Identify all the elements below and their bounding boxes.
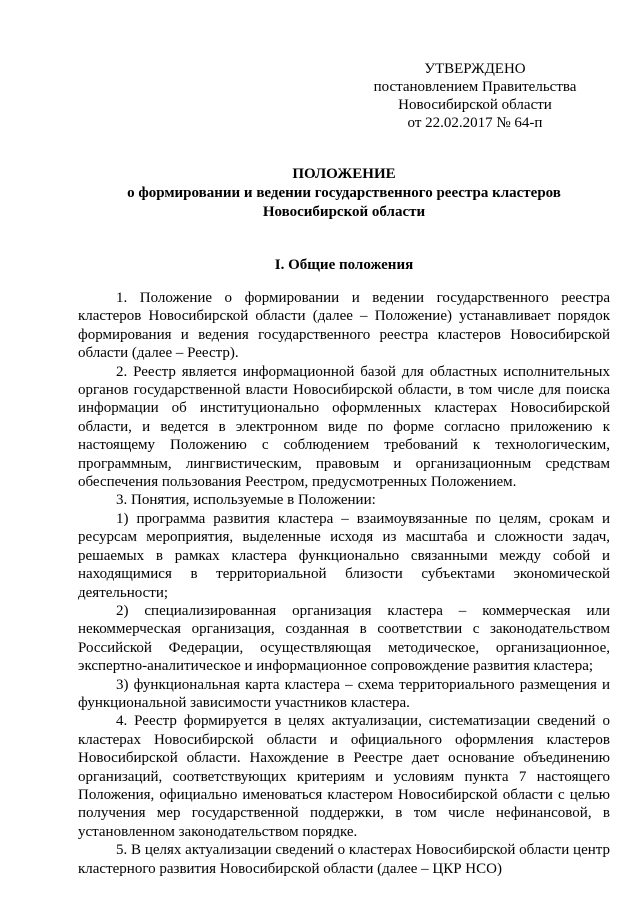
paragraph-1: 1. Положение о формировании и ведении государственного реестра кластеров Новосибирской области (далее – Положение) устанавливает порядок формирования и ведения государственного реестра кластеров Новосибирской области (далее – Реестр).: [78, 290, 610, 362]
paragraph-5: 5. В целях актуализации сведений о кластерах Новосибирской области центр кластерного развития Новосибирской области (далее – ЦКР НСО): [78, 842, 610, 877]
title-line-3: Новосибирской области: [262, 204, 426, 220]
paragraph-3-1: 1) программа развития кластера – взаимоувязанные по целям, срокам и ресурсам мероприятия, выделенные исходя из масштаба и сложности задач, решаемых в рамках кластера функционально связанными между собой и находящимися в территориальной близости субъектами экономической деятельности;: [78, 510, 610, 601]
approval-heading: УТВЕРЖДЕНО: [424, 61, 526, 77]
approval-region: Новосибирской области: [398, 97, 552, 113]
title-line-1: ПОЛОЖЕНИЕ: [292, 166, 396, 182]
approval-resolution: постановлением Правительства: [373, 79, 577, 95]
approval-stamp: [350, 60, 600, 132]
paragraph-2: 2. Реестр является информационной базой для областных исполнительных органов государственной власти Новосибирской области, в том числе для поиска информации об институционально оформленных кластерах Новосибирской области, и ведется в электронном виде по форме согласно приложению к настоящему Положению с соблюдением требований к технологическим, программным, лингвистическим, правовым и организационным средствам обеспечения пользования Реестром, предусмотренных Положением.: [78, 363, 610, 491]
document-title: [78, 165, 610, 222]
approval-date-number: от 22.02.2017 № 64-п: [407, 115, 543, 131]
paragraph-3: 3. Понятия, используемые в Положении:: [116, 492, 376, 509]
paragraph-3-2: 2) специализированная организация кластера – коммерческая или некоммерческая организация, созданная в соответствии с законодательством Российской Федерации, осуществляющая методическое, организационное, экспертно-аналитическое и информационное сопровождение развития кластера;: [78, 602, 610, 675]
title-line-2: о формировании и ведении государственного реестра кластеров: [127, 185, 561, 201]
paragraph-3-3: 3) функциональная карта кластера – схема территориального размещения и функциональной зависимости участников кластера.: [78, 676, 610, 711]
paragraph-4: 4. Реестр формируется в целях актуализации, систематизации сведений о кластерах Новосибирской области и официального оформления кластеров Новосибирской области. Нахождение в Реестре дает основание объединению организаций, соответствующих критериям и условиям пункта 7 настоящего Положения, официально именоваться кластером Новосибирской области с целью получения мер государственной поддержки, в том числе нефинансовой, в установленном законодательством порядке.: [78, 713, 610, 840]
section-heading: I. Общие положения: [274, 257, 414, 273]
document-body: [78, 289, 610, 878]
